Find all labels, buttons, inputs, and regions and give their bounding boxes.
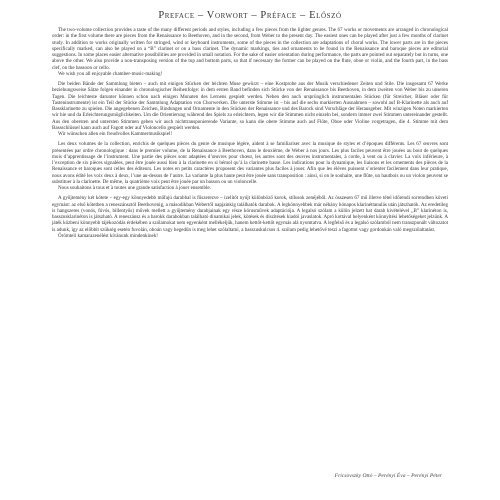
signature-authors: Fricsovszky Ottó – Perényi Éva – Perényi Péter	[334, 473, 442, 479]
page-title: Preface – Vorwort – Préface – Előszó	[158, 10, 342, 21]
signoff-german: Wir wünschen allen ein freudvolles Kammermusikspiel!	[58, 131, 173, 137]
signoff-french: Nous souhaitons à tous et à toutes une grande satisfaction à jouer ensemble.	[58, 185, 211, 191]
paragraph-hungarian: A gyűjtemény két kötete – egy-egy könnyedebb műfajú darabbal is fűszerezve – ízelítőt nyújt különböző korok, stílusok zenéjéből. Az összesen 67 mű illetve tétel időrendi sorrendben követi egymást: az első kötetben a reneszánsztól Beethovenig, a másodikban Webertől napjainkig találhatók darabok. A legkönnyebbek már néhány hónapos klarinéttanulás után játszhatók. Az eredetileg is hangszeres (vonós, fúvós, billentyűs) művek mellett a gyűjtemény darabjainak egy része kórusművek adaptációja. A legalsó szólam a külön jelzett hat darab kivételével ,,B” klarinéton is, basszusklarinéton is játszható. A reneszánsz és a barokk darabokban található dinamikai jelek, kötések és díszítések kiadói javaslatok. Apró kottával helyenként könnyítési lehetőségeket jelzünk. A játék közbeni könnyebb tájékozódás érdekében a szólamokat nem egyenként mellékeljük, hanem kettőt-kettőt egymás alá nyomtatva. A legfelső és a legalsó szólamból nem transzponált változatot is adunk, így az előbbit szükség esetén fuvolán, oboán vagy hegedűn is meg lehet szólaltatni, a basszuskulcsos 4. szólam pedig lehetővé teszi a fagottot vagy gordonkán való megszólaltatást.	[52, 195, 448, 233]
paragraph-german: Die beiden Bände der Sammlung bieten – auch mit einigen Stücken der leichten Muse gewürzt – eine Kostprobe aus der Musik verschiedener Zeiten und Stile. Die insgesamt 67 Werke beziehungsweise Sätze folgen einander in chronologischer Reihenfolge: in dem ersten Band befinden sich Stücke von der Renaissance bis Beethoven, in dem zweiten von Weber bis zu unseren Tagen. Die leichteste darunter können schon nach einigen Monaten des Lernens gespielt werden. Neben den auch ursprünglich instrumentalen Stücken (für Streicher, Bläser oder für Tasteninstrumente) ist ein Teil der Stücke der Sammlung Adaptation von Chorwerken. Die unterste Stimme ist – bis auf die sechs markierten Ausnahmen – sowohl auf B-Klarinette als auch auf Bassklarinette zu spielen. Die angegebenen Zeichen, Bindungen und Ornamente in den Stücken der Renaissance und des Barock sind Vorschläge der Herausgeber. Mit winzigen Noten markierten wir hie und da Erleichterungsmöglichkeiten. Um die Orientierung während des Spiels zu erleichtern, legen wir die Stimmen nicht einzeln bei, sondern immer zwei Stimmen untereinander gestellt. Aus den obersten und untersten Stimmen geben wir auch nichttransponierende Variante, so kann die obere Stimme auch auf Flöte, Oboe oder Violine vorgetragen, die 4. Stimme mit dem Bassschlüssel kann auch auf Fagott oder auf Violoncello gespielt werden.	[52, 81, 448, 131]
paragraph-french: Les deux volumes de la collection, enrichis de quelques pièces du genre de musique légère, aident à se familiariser avec la musique de styles et d’époques différents. Les 67 œuvres sont présentées par ordre chronologique : dans le premier volume, de la Renaissance à Beethoven, dans le deuxième, de Weber à nos jours. Les plus faciles peuvent être jouées au bout de quelques mois d’apprentissage de l’instrument. Une partie des pièces sont adaptées d’œuvres pour chœur, les autres sont des œuvres instrumentales, à corde, à vent ou à clavier. La voix inférieure, à l’exception de six pièces signalées, peut être jouée aussi bien à la clarinette en si bémol qu’à la clarinette basse. Les indications pour la dynamique, les liaisons et les ornements des pièces de la Renaissance et baroques sont celles des éditeurs. Les notes en petits caractères proposent des variantes plus faciles à jouer. Afin que les élèves puissent s’orienter facilement dans leur pratique, nous avons édité les voix deux à deux, l’une au-dessus de l’autre. La variante la plus haute peut être jouée sans transposition : ainsi, si on le souhaite, une flûte, un hautbois ou un violon peuvent se substituer à la clarinette. De même, la quatrième voix peut être jouée par un basson ou un violoncelle.	[52, 141, 448, 185]
signoff-english: We wish you all enjoyable chamber-music-making!	[58, 70, 163, 77]
signoff-hungarian: Örömteli kamarazenélést kívánunk mindenkinek!	[58, 232, 158, 239]
paragraph-english: The two-volume collection provides a taste of the many different periods and styles, including a few pieces from the lighter genres. The 67 works or movements are arranged in chronological order: in the first volume there are pieces from the Renaissance to Beethoven, and in the second, from Weber to the present day. The easiest ones can be played after just a few months of clarinet study. In addition to works originally written for stringed, wind or keyboard instruments, some of the pieces in the collection are adaptations of choral works. The lower parts are in the pieces specifically marked, can also be played on a “B” clarinet or on a bass clarinet. The dynamic markings, ties and ornaments to be found in the Renaissance and baroque pieces are editorial suggestions. In some places easier alternative possibilities are provided in small notation. For the sake of easier orientation during performance, the parts are pointed out separately but in turns, one above the other. We also provide a non-transposing version of the top and bottom parts, so that if necessary the former can be played on the flute, oboe or violin, and the fourth part, in the bass clef, on the bassoon or cello.	[52, 27, 448, 71]
